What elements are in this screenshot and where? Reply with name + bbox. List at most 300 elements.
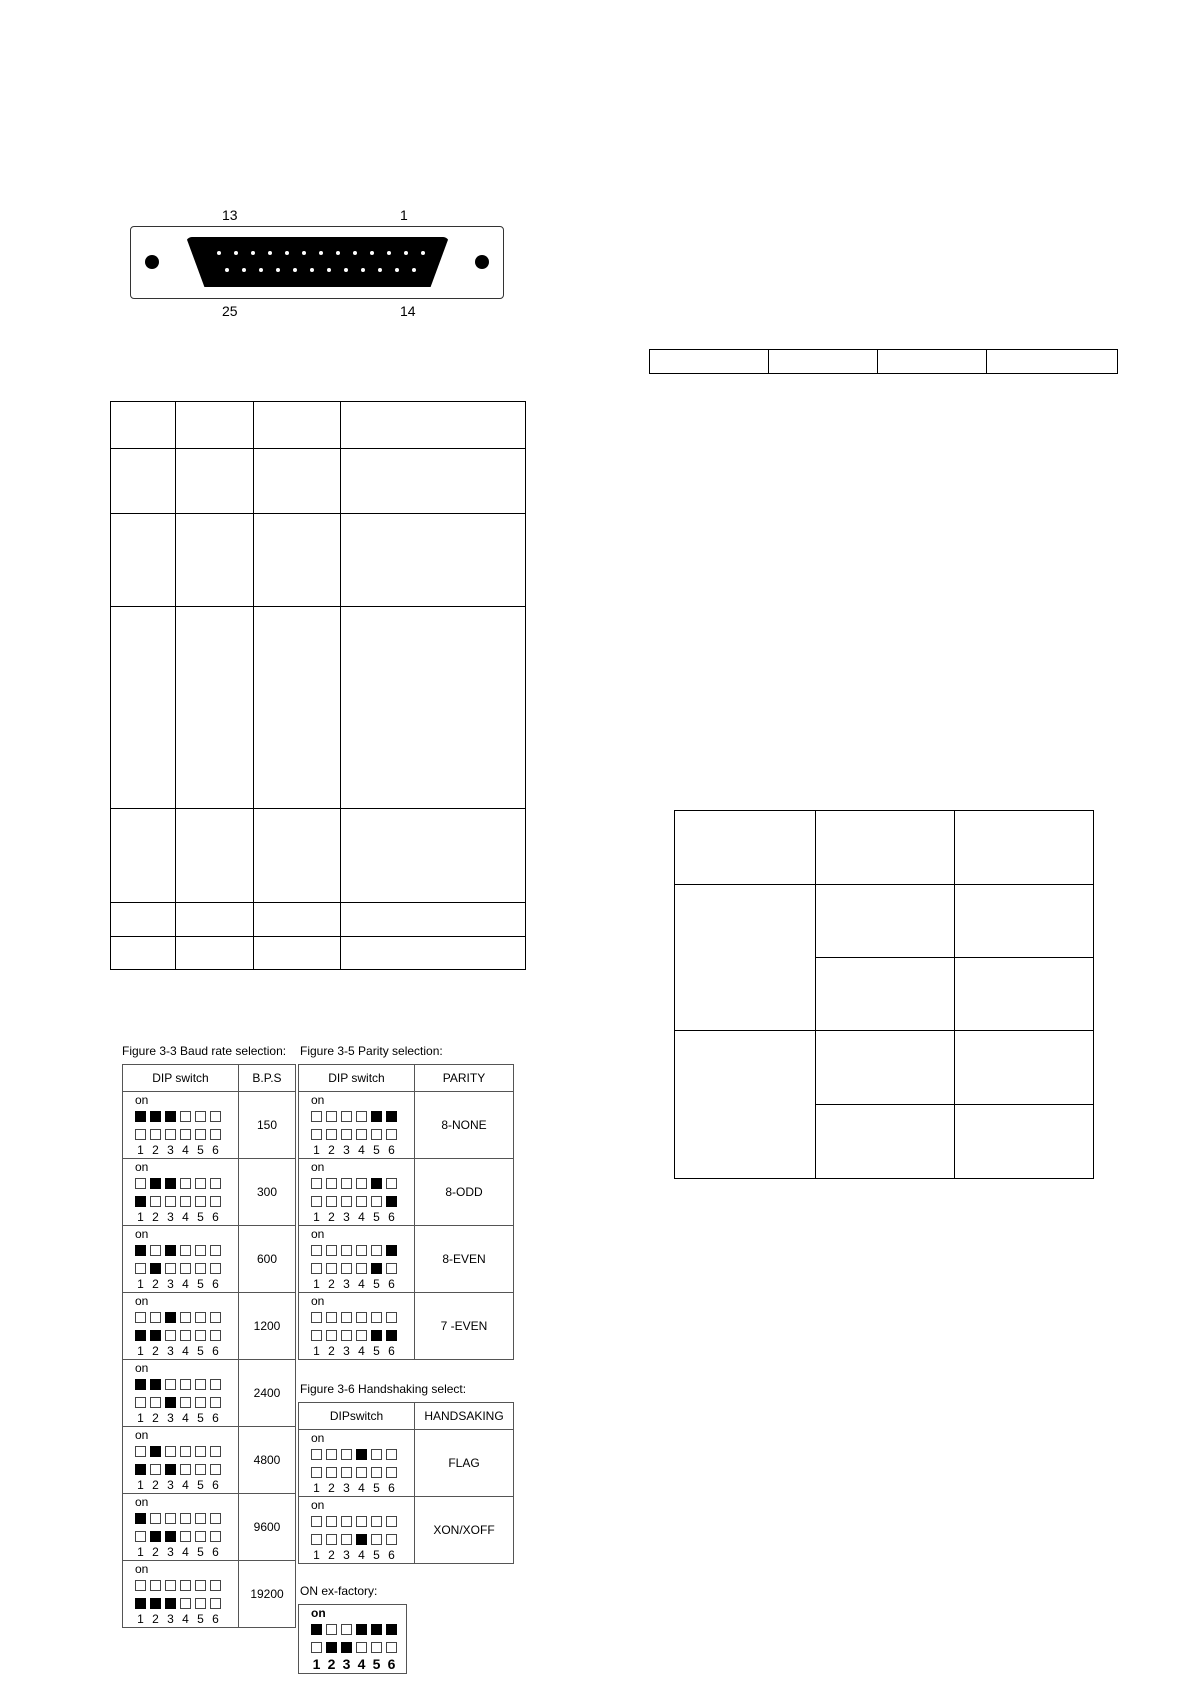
table-row [111, 514, 526, 607]
setting-value: 8-EVEN [415, 1226, 514, 1293]
switch-off [386, 1449, 397, 1460]
connector-pin [242, 268, 246, 272]
switch-off [386, 1263, 397, 1274]
switch-off [180, 1263, 191, 1274]
table-row [111, 903, 526, 937]
switch-off [165, 1196, 176, 1207]
switch-on [371, 1111, 382, 1122]
switch-on [135, 1111, 146, 1122]
dip-position-number: 1 [313, 1143, 320, 1157]
table-row [111, 809, 526, 903]
switch-off [311, 1245, 322, 1256]
connector-pin [276, 268, 280, 272]
setting-value: 7 -EVEN [415, 1293, 514, 1360]
dip-position-number: 6 [388, 1481, 395, 1495]
setting-value: 1200 [239, 1293, 296, 1360]
dip-position-number: 3 [342, 1656, 351, 1672]
switch-off [386, 1178, 397, 1189]
dip-position-number: 3 [167, 1545, 174, 1559]
switch-off [195, 1580, 206, 1591]
table-row [123, 1427, 296, 1494]
switch-on [356, 1534, 367, 1545]
dip-position-numbers [135, 1210, 221, 1224]
dip-lower-row [311, 1263, 397, 1274]
table-row [675, 885, 1094, 958]
dip-upper-row [135, 1312, 221, 1323]
switch-on [165, 1531, 176, 1542]
handshake-figure-table [298, 1402, 514, 1564]
switch-off [165, 1330, 176, 1341]
connector-pin [387, 251, 391, 255]
switch-off [180, 1196, 191, 1207]
switch-on [135, 1330, 146, 1341]
dip-position-number: 1 [137, 1143, 144, 1157]
switch-off [326, 1245, 337, 1256]
dip-position-number: 2 [328, 1210, 335, 1224]
dip-position-number: 5 [197, 1277, 204, 1291]
dip-position-number: 1 [137, 1210, 144, 1224]
switch-off [356, 1642, 367, 1653]
pin-assignment-table [110, 401, 526, 970]
pin-label-25: 25 [222, 303, 238, 319]
switch-on [326, 1642, 337, 1653]
switch-on [165, 1312, 176, 1323]
dip-upper-row [311, 1312, 397, 1323]
db25-connector [130, 226, 504, 299]
setting-value: 19200 [239, 1561, 296, 1628]
switch-on [165, 1464, 176, 1475]
switch-off [135, 1312, 146, 1323]
switch-off [386, 1312, 397, 1323]
table-row [123, 1159, 296, 1226]
dip-lower-row [311, 1330, 397, 1341]
switch-on [150, 1379, 161, 1390]
dip-upper-row [135, 1580, 221, 1591]
switch-off [135, 1178, 146, 1189]
dip-position-numbers [135, 1277, 221, 1291]
switch-off [180, 1580, 191, 1591]
dip-on-label: on [311, 1431, 325, 1445]
dip-position-number: 3 [167, 1411, 174, 1425]
dip-position-number: 4 [358, 1344, 365, 1358]
mounting-hole-right [475, 255, 489, 269]
switch-off [210, 1178, 221, 1189]
switch-off [150, 1245, 161, 1256]
dip-position-number: 6 [388, 1143, 395, 1157]
setting-value: FLAG [415, 1430, 514, 1497]
baud-figure-caption: Figure 3-3 Baud rate selection: [122, 1044, 287, 1058]
dip-lower-row [311, 1534, 397, 1545]
switch-on [386, 1330, 397, 1341]
switch-off [210, 1464, 221, 1475]
dip-position-numbers [311, 1344, 397, 1358]
switch-off [180, 1531, 191, 1542]
setting-value: 8-NONE [415, 1092, 514, 1159]
setting-value: 600 [239, 1226, 296, 1293]
switch-off [341, 1129, 352, 1140]
switch-on [165, 1245, 176, 1256]
dip-position-number: 5 [197, 1478, 204, 1492]
switch-off [195, 1245, 206, 1256]
dip-position-number: 6 [387, 1656, 396, 1672]
switch-off [195, 1111, 206, 1122]
switch-on [371, 1263, 382, 1274]
switch-off [371, 1534, 382, 1545]
switch-off [386, 1129, 397, 1140]
dip-position-number: 5 [197, 1411, 204, 1425]
connector-pin [293, 268, 297, 272]
dip-position-numbers [311, 1277, 397, 1291]
dip-position-number: 1 [137, 1344, 144, 1358]
dip-upper-row [135, 1446, 221, 1457]
grouped-table [674, 810, 1094, 1179]
dip-on-label: on [311, 1227, 325, 1241]
dip-position-number: 2 [152, 1143, 159, 1157]
dip-position-number: 2 [328, 1481, 335, 1495]
switch-off [195, 1263, 206, 1274]
switch-off [356, 1178, 367, 1189]
dip-position-number: 2 [152, 1545, 159, 1559]
switch-off [180, 1129, 191, 1140]
switch-off [356, 1245, 367, 1256]
dip-position-number: 1 [137, 1612, 144, 1626]
switch-off [386, 1534, 397, 1545]
connector-pin [404, 251, 408, 255]
switch-off [150, 1312, 161, 1323]
switch-off [311, 1642, 322, 1653]
dip-position-number: 2 [328, 1277, 335, 1291]
switch-off [210, 1245, 221, 1256]
switch-off [180, 1330, 191, 1341]
connector-pin [310, 268, 314, 272]
dip-position-number: 5 [373, 1548, 380, 1562]
switch-off [180, 1111, 191, 1122]
switch-off [150, 1397, 161, 1408]
connector-pin [319, 251, 323, 255]
dip-lower-row [135, 1397, 221, 1408]
switch-off [341, 1178, 352, 1189]
dip-position-number: 6 [212, 1210, 219, 1224]
dip-on-label: on [311, 1093, 325, 1107]
switch-off [326, 1129, 337, 1140]
switch-off [165, 1513, 176, 1524]
connector-pin [327, 268, 331, 272]
switch-on [135, 1464, 146, 1475]
switch-off [311, 1516, 322, 1527]
setting-value: 150 [239, 1092, 296, 1159]
switch-off [195, 1531, 206, 1542]
switch-off [195, 1513, 206, 1524]
connector-pin [225, 268, 229, 272]
switch-off [180, 1397, 191, 1408]
dip-position-number: 5 [197, 1344, 204, 1358]
switch-on [150, 1330, 161, 1341]
dip-position-number: 4 [182, 1411, 189, 1425]
switch-off [341, 1111, 352, 1122]
dip-position-number: 2 [328, 1344, 335, 1358]
switch-off [180, 1245, 191, 1256]
switch-off [356, 1196, 367, 1207]
switch-off [195, 1196, 206, 1207]
dip-position-number: 6 [212, 1411, 219, 1425]
switch-off [341, 1534, 352, 1545]
table-row [650, 350, 1118, 374]
dip-upper-row [311, 1624, 397, 1635]
table-row [111, 449, 526, 514]
switch-off [135, 1263, 146, 1274]
table-row [675, 811, 1094, 885]
dip-position-number: 4 [182, 1344, 189, 1358]
switch-off [210, 1513, 221, 1524]
switch-on [386, 1245, 397, 1256]
pin-label-13: 13 [222, 207, 238, 223]
dip-position-number: 6 [212, 1143, 219, 1157]
switch-off [356, 1263, 367, 1274]
connector-pin [370, 251, 374, 255]
switch-off [311, 1196, 322, 1207]
switch-off [311, 1534, 322, 1545]
switch-off [386, 1467, 397, 1478]
dip-position-number: 2 [152, 1478, 159, 1492]
switch-off [210, 1580, 221, 1591]
switch-on [150, 1531, 161, 1542]
table-row [299, 1430, 514, 1497]
switch-off [180, 1513, 191, 1524]
switch-off [386, 1642, 397, 1653]
dip-position-number: 5 [373, 1143, 380, 1157]
handshake-figure-caption: Figure 3-6 Handshaking select: [300, 1382, 467, 1396]
switch-off [341, 1263, 352, 1274]
switch-off [180, 1379, 191, 1390]
switch-off [195, 1598, 206, 1609]
table-row [299, 1226, 514, 1293]
switch-on [165, 1598, 176, 1609]
table-row [123, 1561, 296, 1628]
switch-off [341, 1449, 352, 1460]
switch-off [210, 1330, 221, 1341]
dip-upper-row [135, 1178, 221, 1189]
dip-position-numbers [135, 1411, 221, 1425]
dip-position-number: 1 [313, 1481, 320, 1495]
dip-upper-row [311, 1516, 397, 1527]
dip-position-numbers [311, 1143, 397, 1157]
switch-off [210, 1379, 221, 1390]
connector-pin [251, 251, 255, 255]
switch-off [180, 1446, 191, 1457]
dip-position-number: 4 [182, 1143, 189, 1157]
switch-off [341, 1467, 352, 1478]
switch-off [195, 1178, 206, 1189]
switch-off [135, 1446, 146, 1457]
dip-position-number: 2 [152, 1411, 159, 1425]
switch-off [135, 1397, 146, 1408]
dip-upper-row [135, 1379, 221, 1390]
dip-lower-row [135, 1464, 221, 1475]
setting-value: XON/XOFF [415, 1497, 514, 1564]
switch-off [165, 1263, 176, 1274]
switch-off [371, 1245, 382, 1256]
setting-value: 9600 [239, 1494, 296, 1561]
switch-off [210, 1397, 221, 1408]
dip-upper-row [135, 1111, 221, 1122]
switch-off [210, 1312, 221, 1323]
switch-off [165, 1580, 176, 1591]
switch-off [311, 1467, 322, 1478]
switch-off [311, 1129, 322, 1140]
switch-off [341, 1196, 352, 1207]
dip-position-number: 1 [137, 1478, 144, 1492]
dip-position-numbers [135, 1612, 221, 1626]
table-row [123, 1293, 296, 1360]
switch-off [356, 1312, 367, 1323]
dip-upper-row [311, 1111, 397, 1122]
switch-on [165, 1397, 176, 1408]
dip-on-label: on [135, 1428, 149, 1442]
dip-upper-row [311, 1449, 397, 1460]
dip-position-number: 4 [182, 1545, 189, 1559]
dip-position-number: 4 [182, 1612, 189, 1626]
switch-off [180, 1178, 191, 1189]
col-dip-switch: DIP switch [123, 1065, 239, 1092]
switch-off [356, 1330, 367, 1341]
dip-lower-row [135, 1598, 221, 1609]
switch-off [356, 1111, 367, 1122]
dip-position-number: 3 [343, 1277, 350, 1291]
switch-off [341, 1245, 352, 1256]
dip-position-number: 1 [137, 1545, 144, 1559]
dip-lower-row [311, 1196, 397, 1207]
dip-position-number: 4 [182, 1478, 189, 1492]
dip-position-number: 1 [313, 1277, 320, 1291]
connector-pin [336, 251, 340, 255]
switch-off [150, 1196, 161, 1207]
switch-on [165, 1178, 176, 1189]
col-setting: HANDSAKING [415, 1403, 514, 1430]
switch-off [195, 1446, 206, 1457]
dip-position-number: 1 [137, 1411, 144, 1425]
dip-position-number: 5 [197, 1143, 204, 1157]
dip-position-number: 1 [313, 1548, 320, 1562]
dip-position-number: 2 [327, 1656, 336, 1672]
switch-on [150, 1111, 161, 1122]
dip-on-label: on [135, 1495, 149, 1509]
switch-off [371, 1196, 382, 1207]
switch-off [180, 1598, 191, 1609]
factory-dip-box [298, 1604, 407, 1674]
dip-position-number: 4 [357, 1656, 366, 1672]
dip-position-number: 2 [328, 1548, 335, 1562]
switch-on [135, 1196, 146, 1207]
dip-position-number: 1 [313, 1210, 320, 1224]
connector-pin [412, 268, 416, 272]
switch-on [150, 1598, 161, 1609]
dip-on-label: on [311, 1498, 325, 1512]
switch-off [195, 1330, 206, 1341]
dip-lower-row [135, 1330, 221, 1341]
dip-on-label: on [311, 1160, 325, 1174]
switch-on [356, 1449, 367, 1460]
dip-lower-row [135, 1531, 221, 1542]
table-row [675, 1031, 1094, 1105]
switch-off [326, 1624, 337, 1635]
dip-position-number: 3 [167, 1612, 174, 1626]
switch-off [326, 1449, 337, 1460]
switch-off [135, 1580, 146, 1591]
dip-position-numbers [311, 1656, 397, 1672]
dip-position-number: 5 [197, 1210, 204, 1224]
dip-position-number: 6 [212, 1277, 219, 1291]
switch-off [210, 1111, 221, 1122]
switch-off [210, 1196, 221, 1207]
switch-off [180, 1464, 191, 1475]
dip-on-label: on [311, 1606, 326, 1620]
switch-off [311, 1449, 322, 1460]
switch-off [356, 1129, 367, 1140]
dip-upper-row [311, 1178, 397, 1189]
col-dip-switch: DIP switch [299, 1065, 415, 1092]
switch-off [165, 1446, 176, 1457]
switch-off [311, 1263, 322, 1274]
connector-pin [378, 268, 382, 272]
dip-position-number: 6 [388, 1344, 395, 1358]
dip-position-number: 2 [152, 1210, 159, 1224]
connector-pin [234, 251, 238, 255]
switch-off [326, 1516, 337, 1527]
dip-position-number: 2 [328, 1143, 335, 1157]
dip-position-numbers [135, 1478, 221, 1492]
switch-off [135, 1531, 146, 1542]
table-row [111, 607, 526, 809]
switch-off [195, 1464, 206, 1475]
mounting-hole-left [145, 255, 159, 269]
dip-position-number: 6 [212, 1612, 219, 1626]
switch-on [386, 1196, 397, 1207]
switch-off [326, 1534, 337, 1545]
switch-off [195, 1129, 206, 1140]
setting-value: 300 [239, 1159, 296, 1226]
switch-off [311, 1312, 322, 1323]
switch-off [210, 1129, 221, 1140]
switch-off [371, 1449, 382, 1460]
switch-off [195, 1312, 206, 1323]
switch-on [165, 1111, 176, 1122]
table-row [299, 1497, 514, 1564]
switch-on [371, 1330, 382, 1341]
dip-position-number: 5 [373, 1277, 380, 1291]
switch-on [371, 1178, 382, 1189]
switch-off [326, 1178, 337, 1189]
dip-position-number: 3 [167, 1277, 174, 1291]
factory-caption: ON ex-factory: [300, 1584, 378, 1598]
switch-off [180, 1312, 191, 1323]
switch-on [150, 1178, 161, 1189]
dip-position-number: 5 [372, 1656, 381, 1672]
switch-on [135, 1379, 146, 1390]
dip-on-label: on [135, 1361, 149, 1375]
switch-off [326, 1330, 337, 1341]
dip-on-label: on [135, 1294, 149, 1308]
dip-position-number: 3 [167, 1210, 174, 1224]
dip-position-number: 3 [343, 1344, 350, 1358]
dip-position-numbers [311, 1210, 397, 1224]
dip-position-number: 4 [358, 1210, 365, 1224]
table-row [111, 937, 526, 970]
connector-shell [186, 237, 449, 287]
dip-position-number: 1 [313, 1344, 320, 1358]
switch-on [135, 1245, 146, 1256]
dip-position-number: 3 [167, 1344, 174, 1358]
switch-on [341, 1642, 352, 1653]
